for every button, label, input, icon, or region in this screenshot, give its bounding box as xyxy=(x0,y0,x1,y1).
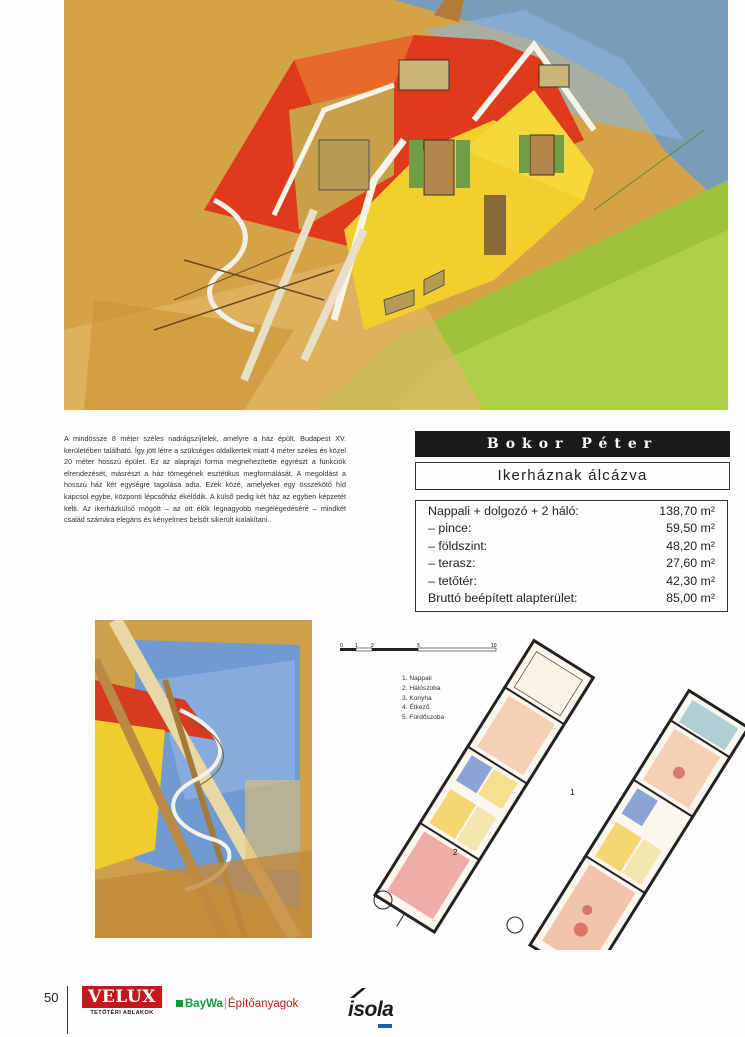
scale-tick: 5 xyxy=(417,643,420,649)
velux-logo xyxy=(82,986,162,1016)
isola-bar-icon xyxy=(378,1024,392,1028)
area-value: 27,60 m² xyxy=(666,556,715,571)
page-number: 50 xyxy=(44,990,59,1005)
isola-mark-icon xyxy=(348,988,396,998)
area-label: – tetőtér: xyxy=(428,573,477,588)
legend-item: 1. Nappali xyxy=(402,675,432,682)
area-value: 42,30 m² xyxy=(666,573,715,588)
area-value: 48,20 m² xyxy=(666,538,715,553)
baywa-wordmark: BayWa xyxy=(185,998,223,1010)
area-row xyxy=(428,573,715,590)
area-label: Bruttó beépített alapterület: xyxy=(428,591,578,606)
area-row xyxy=(428,503,715,520)
area-row xyxy=(428,555,715,572)
legend-item: 5. Fürdőszoba xyxy=(402,714,445,722)
isola-logo xyxy=(348,988,396,1028)
description-text: A mindössze 8 méter széles nadrágszíjtelek, amelyre a ház épült, Budapest XV. kerületében található. Így jött létre a szükséges oldalkertek miatt 4 méter széles és közel 20 méter hosszú épület. Ez az alaprajzi forma megnehezítette egyrészt a funkciók elrendezését, másrészt a ház tömegének esztétikus megformálását. A megoldást a hosszú ház két egységre tagolása adta. Ezek közé, amelyeket egy összekötő híd kapcsol egybe, központi lépcsőház ékelődik. A külső pedig két ház az egyben képzetét kelti. Az ikerházkülső mögött – az ott élők legnagyobb megelégedésére – mindkét család számára elegáns és kényelmes belsőt sikerült kialakítani. xyxy=(64,434,346,525)
area-label: – földszint: xyxy=(428,538,488,553)
baywa-logo xyxy=(176,998,298,1010)
area-label: – pince: xyxy=(428,521,472,536)
room-number: 2 xyxy=(453,848,458,857)
area-value: 85,00 m² xyxy=(666,591,715,606)
area-row xyxy=(428,590,715,607)
area-label: – terasz: xyxy=(428,556,476,571)
footer-divider xyxy=(67,986,68,1034)
scale-tick: 0 xyxy=(340,643,343,649)
scale-tick: 1 xyxy=(355,643,358,649)
legend-item: 3. Konyha xyxy=(402,694,432,702)
area-value: 138,70 m² xyxy=(659,504,715,518)
area-value: 59,50 m² xyxy=(666,521,715,536)
baywa-separator: | xyxy=(223,998,227,1010)
house-illustration xyxy=(64,0,728,410)
staircase-rendering xyxy=(95,620,312,938)
room-legend xyxy=(402,674,444,723)
isola-wordmark: isola xyxy=(348,998,394,1021)
legend-item: 2. Hálószoba xyxy=(402,684,441,692)
staircase-illustration xyxy=(95,620,312,938)
velux-wordmark: VELUX xyxy=(82,986,162,1008)
room-number: 1 xyxy=(570,788,575,797)
area-label: Nappali + dolgozó + 2 háló: xyxy=(428,504,579,518)
scale-tick: 2 xyxy=(371,643,374,649)
legend-item: 4. Étkező xyxy=(402,704,430,712)
baywa-tagline: Építőanyagok xyxy=(227,998,299,1010)
scale-tick: 10 xyxy=(491,643,497,649)
area-row xyxy=(428,520,715,537)
house-rendering xyxy=(64,0,728,410)
article-subtitle: Ikerháznak álcázva xyxy=(415,462,730,490)
author-name: Bokor Péter xyxy=(415,431,730,457)
area-row xyxy=(428,538,715,555)
velux-tagline: TETŐTÉRI ABLAKOK xyxy=(90,1010,154,1016)
area-table xyxy=(415,500,728,612)
baywa-square-icon xyxy=(176,1000,183,1007)
